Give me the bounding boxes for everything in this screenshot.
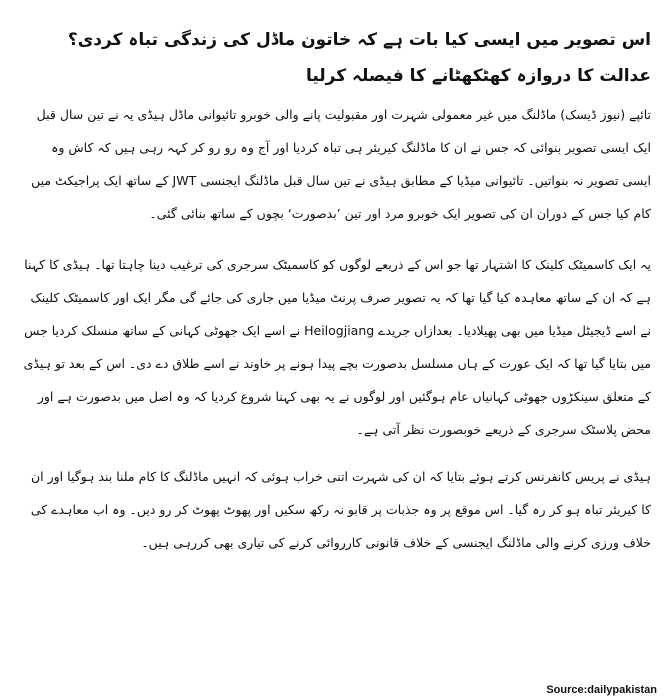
article-headline: اس تصویر میں ایسی کیا بات ہے کہ خاتون ماڈل کی زندگی تباہ کردی؟ عدالت کا دروازہ کھٹکھٹانے کا فیصلہ کرلیا xyxy=(67,30,651,86)
article-paragraph-2: یہ ایک کاسمیٹک کلینک کا اشتہار تھا جو اس کے ذریعے لوگوں کو کاسمیٹک سرجری کی ترغیب دینا چاہتا تھا۔ ہیڈی کا کہنا ہے کہ ان کے ساتھ معاہدہ کیا گیا تھا کہ یہ تصویر صرف پرنٹ میڈیا میں جاری کی جائے گی مگر ایک اور کاسمیٹک کلینک نے اسے ڈیجیٹل میڈیا میں بھی پھیلادیا۔ بعدازاں جریدے Heilogjiang نے اسے ایک جھوٹی کہانی کے ساتھ منسلک کردیا جس میں بتایا گیا تھا کہ ایک عورت کے ہاں مسلسل بدصورت بچے پیدا ہونے پر خاوند نے اسے طلاق دے دی۔ اس کے بعد تو ہیڈی کے متعلق سینکڑوں جھوٹی کہانیاں عام ہوگئیں اور لوگوں نے یہ بھی کہنا شروع کردیا کہ وہ اصل میں بدصورت ہے اور محض پلاسٹک سرجری کے ذریعے خوبصورت نظر آتی ہے۔ xyxy=(23,257,651,437)
article-paragraph-3: ہیڈی نے پریس کانفرنس کرتے ہوئے بتایا کہ ان کی شہرت اتنی خراب ہوئی کہ انہیں ماڈلنگ کا کام ملنا بند ہوگیا اور ان کا کیریئر تباہ ہو کر رہ گیا۔ اس موقع پر وہ جذبات پر قابو نہ رکھ سکیں اور پھوٹ پھوٹ کر رو دیں۔ وہ اب معاہدے کی خلاف ورزی کرنے والی ماڈلنگ ایجنسی کے خلاف قانونی کارروائی کرنے کی تیاری بھی کررہی ہیں۔ xyxy=(30,469,651,550)
article-paragraph-1: تائپے (نیوز ڈیسک) ماڈلنگ میں غیر معمولی شہرت اور مقبولیت پانے والی خوبرو تائیوانی ماڈل ہیڈی یہ نے تین سال قبل ایک ایسی تصویر بنوائی کہ جس نے ان کا ماڈلنگ کیریئر ہی تباہ کردیا اور آج وہ رو رو کر کہہ رہی ہیں کہ کاش وہ ایسی تصویر نہ بنواتیں۔ تائیوانی میڈیا کے مطابق ہیڈی نے تین سال قبل ماڈلنگ ایجنسی JWT کے ساتھ ایک پراجیکٹ میں کام کیا جس کے دوران ان کی تصویر ایک خوبرو مرد اور تین ’بدصورت‘ بچوں کے ساتھ بنائی گئی۔ xyxy=(31,107,651,221)
source-credit: Source:dailypakistan xyxy=(546,684,657,696)
